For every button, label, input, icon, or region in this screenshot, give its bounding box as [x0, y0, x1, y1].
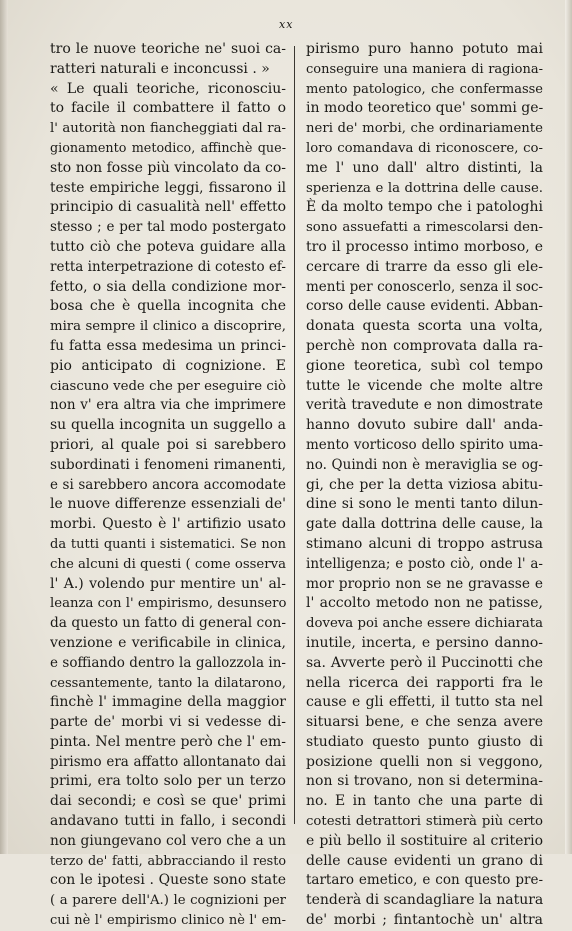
text-line: inutile, incerta, e persino danno-	[306, 634, 543, 651]
text-line: de' morbi ; fintantochè un' altra	[306, 912, 543, 929]
left-column	[50, 40, 286, 931]
text-line: posizione quelli non si veggono,	[306, 753, 543, 770]
text-line: me l' uno dall' altro distinti, la	[306, 159, 543, 176]
column-divider	[294, 46, 295, 824]
text-line: e più bello il sostituire al criterio	[306, 832, 543, 849]
text-line: doveva poi anche essere dichiarata	[306, 616, 543, 632]
text-line: « Le quali teoriche, riconosciu-	[50, 80, 286, 97]
text-line: mento patologico, che confermasse	[306, 81, 543, 97]
text-line: priori, al quale poi si sarebbero	[50, 436, 286, 453]
text-line: tro il processo intimo morboso, e	[306, 238, 543, 255]
text-line: studiato questo punto giusto di	[306, 733, 543, 750]
text-line: hanno dovuto subire dall' anda-	[306, 417, 543, 434]
text-line: che alcuni di questi ( come osserva	[50, 556, 286, 572]
text-line: verità travedute e non dimostrate	[306, 397, 543, 414]
text-line: in modo teoretico que' sommi ge-	[306, 100, 543, 117]
text-line: gate dalla dottrina delle cause, la	[306, 516, 543, 533]
text-line: da questo un fatto di general con-	[50, 615, 286, 632]
text-line: dine si sono le menti tanto dilun-	[306, 496, 543, 513]
text-line: gi, che per la detta viziosa abitu-	[306, 476, 543, 493]
text-line: tro le nuove teoriche ne' suoi ca-	[50, 41, 286, 57]
text-line: le nuove differenze essenziali de'	[50, 496, 286, 513]
text-line: donata questa scorta una volta,	[306, 318, 543, 335]
text-line: terzo de' fatti, abbracciando il resto	[50, 853, 286, 869]
text-line: menti per conoscerlo, senza il soc-	[306, 278, 543, 295]
text-line: tutto ciò che poteva guidare alla	[50, 238, 286, 255]
text-line: tenderà di scandagliare la natura	[306, 892, 543, 909]
text-line: mento vorticoso dello spirito uma-	[306, 436, 543, 453]
text-line: perchè non comprovata dalla ra-	[306, 337, 543, 354]
text-line: teste empiriche leggi, fissarono il	[50, 179, 286, 196]
text-line: gione teoretica, subì col tempo	[306, 357, 543, 374]
text-line: principio di casualità nell' effetto	[50, 199, 286, 216]
text-line: no. Quindi non è meraviglia se og-	[306, 456, 543, 473]
text-line: gionamento metodico, affinchè que-	[50, 140, 286, 156]
text-line: cessantemente, tanto la dilatarono,	[50, 675, 286, 691]
text-line: bosa che è quella incognita che	[50, 298, 286, 315]
text-line: l' accolto metodo non ne patisse,	[306, 595, 543, 612]
text-line: pirismo puro hanno potuto mai	[306, 41, 543, 57]
text-line: ( a parere dell'A.) le cognizioni per	[50, 893, 286, 909]
text-line: subordinati i fenomeni rimanenti,	[50, 456, 286, 473]
text-line: mira sempre il clinico a discoprire,	[50, 319, 286, 335]
text-line: loro comandava di riconoscere, co-	[306, 140, 543, 156]
text-line: ratteri naturali e inconcussi . »	[50, 60, 270, 77]
text-line: È da molto tempo che i patologhi	[306, 199, 543, 216]
text-line: l' autorità non fiancheggiati dal ra-	[50, 121, 286, 137]
text-line: delle cause evidenti un grano di	[306, 852, 543, 869]
text-line: pinta. Nel mentre però che l' em-	[50, 733, 286, 750]
text-line: morbi. Questo è l' artifizio usato	[50, 516, 286, 533]
text-line: conseguire una maniera di ragiona-	[306, 61, 543, 77]
text-line: sto non fosse più vincolato da co-	[50, 159, 286, 176]
text-line: tartaro emetico, e con questo pre-	[306, 872, 543, 889]
text-line: situarsi bene, e che senza avere	[306, 714, 543, 731]
text-line: dai secondi; e così se que' primi	[50, 793, 286, 810]
text-line: nella ricerca dei rapporti fra le	[306, 674, 543, 691]
text-line: stesso ; e per tal modo postergato	[50, 219, 286, 236]
text-line: to facile il combattere il fatto o	[50, 100, 286, 117]
text-line: cui nè l' empirismo clinico nè l' em-	[50, 913, 286, 929]
text-line: pirismo era affatto allontanato dai	[50, 753, 286, 770]
text-line: sono assuefatti a rimescolarsi den-	[306, 220, 543, 236]
text-line: da tutti quanti i sistematici. Se non	[50, 536, 286, 552]
text-line: stimano alcuni di troppo astrusa	[306, 535, 543, 552]
text-line: fu fatta essa medesima un princi-	[50, 337, 286, 354]
text-line: venzione e verificabile in clinica,	[50, 634, 286, 651]
text-line: con le ipotesi . Queste sono state	[50, 872, 286, 889]
text-line: mor proprio non se ne gravasse e	[306, 575, 543, 592]
text-line: finchè l' immagine della maggior	[50, 694, 286, 711]
page-left-edge	[0, 0, 8, 854]
text-line: cercare di trarre da esso gli ele-	[306, 258, 543, 275]
text-line: corso delle cause evidenti. Abban-	[306, 298, 543, 315]
text-line: non si trovano, non si determina-	[306, 773, 543, 790]
page-folio: xx	[279, 18, 294, 31]
text-line: no. E in tanto che una parte di	[306, 793, 543, 810]
text-line: non giungevano col vero che a un	[50, 832, 286, 849]
text-line: ciascuno vede che per eseguire ciò	[50, 378, 286, 394]
text-line: fetto, o sia della condizione mor-	[50, 278, 286, 295]
text-line: l' A.) volendo pur mentire un' al-	[50, 575, 286, 592]
text-line: leanza con l' empirismo, desunsero	[50, 596, 286, 612]
text-line: e si sarebbero ancora accomodate	[50, 476, 286, 493]
text-line: tutte le vicende che molte altre	[306, 377, 543, 394]
text-line: parte de' morbi vi si vedesse di-	[50, 714, 286, 731]
right-column	[306, 40, 543, 931]
page-right-edge	[565, 0, 572, 854]
text-line: retta interpetrazione di cotesto ef-	[50, 258, 286, 275]
text-line: non v' era altra via che imprimere	[50, 397, 286, 414]
text-line: andavano tutti in fallo, i secondi	[50, 813, 286, 830]
text-line: su quella incognita un suggello a	[50, 417, 286, 434]
text-line: sa. Avverte però il Puccinotti che	[306, 654, 543, 671]
text-line: primi, era tolto solo per un terzo	[50, 773, 286, 790]
text-line: cotesti detrattori stimerà più certo	[306, 814, 543, 830]
text-line: neri de' morbi, che ordinariamente	[306, 121, 543, 137]
text-line: cause e gli effetti, il tutto sta nel	[306, 694, 543, 711]
text-line: e soffiando dentro la gallozzola in-	[50, 654, 286, 671]
text-line: intelligenza; e posto ciò, onde l' a-	[306, 555, 543, 572]
text-line: sperienza e la dottrina delle cause.	[306, 180, 543, 196]
text-line: pio anticipato di cognizione. E	[50, 357, 286, 374]
